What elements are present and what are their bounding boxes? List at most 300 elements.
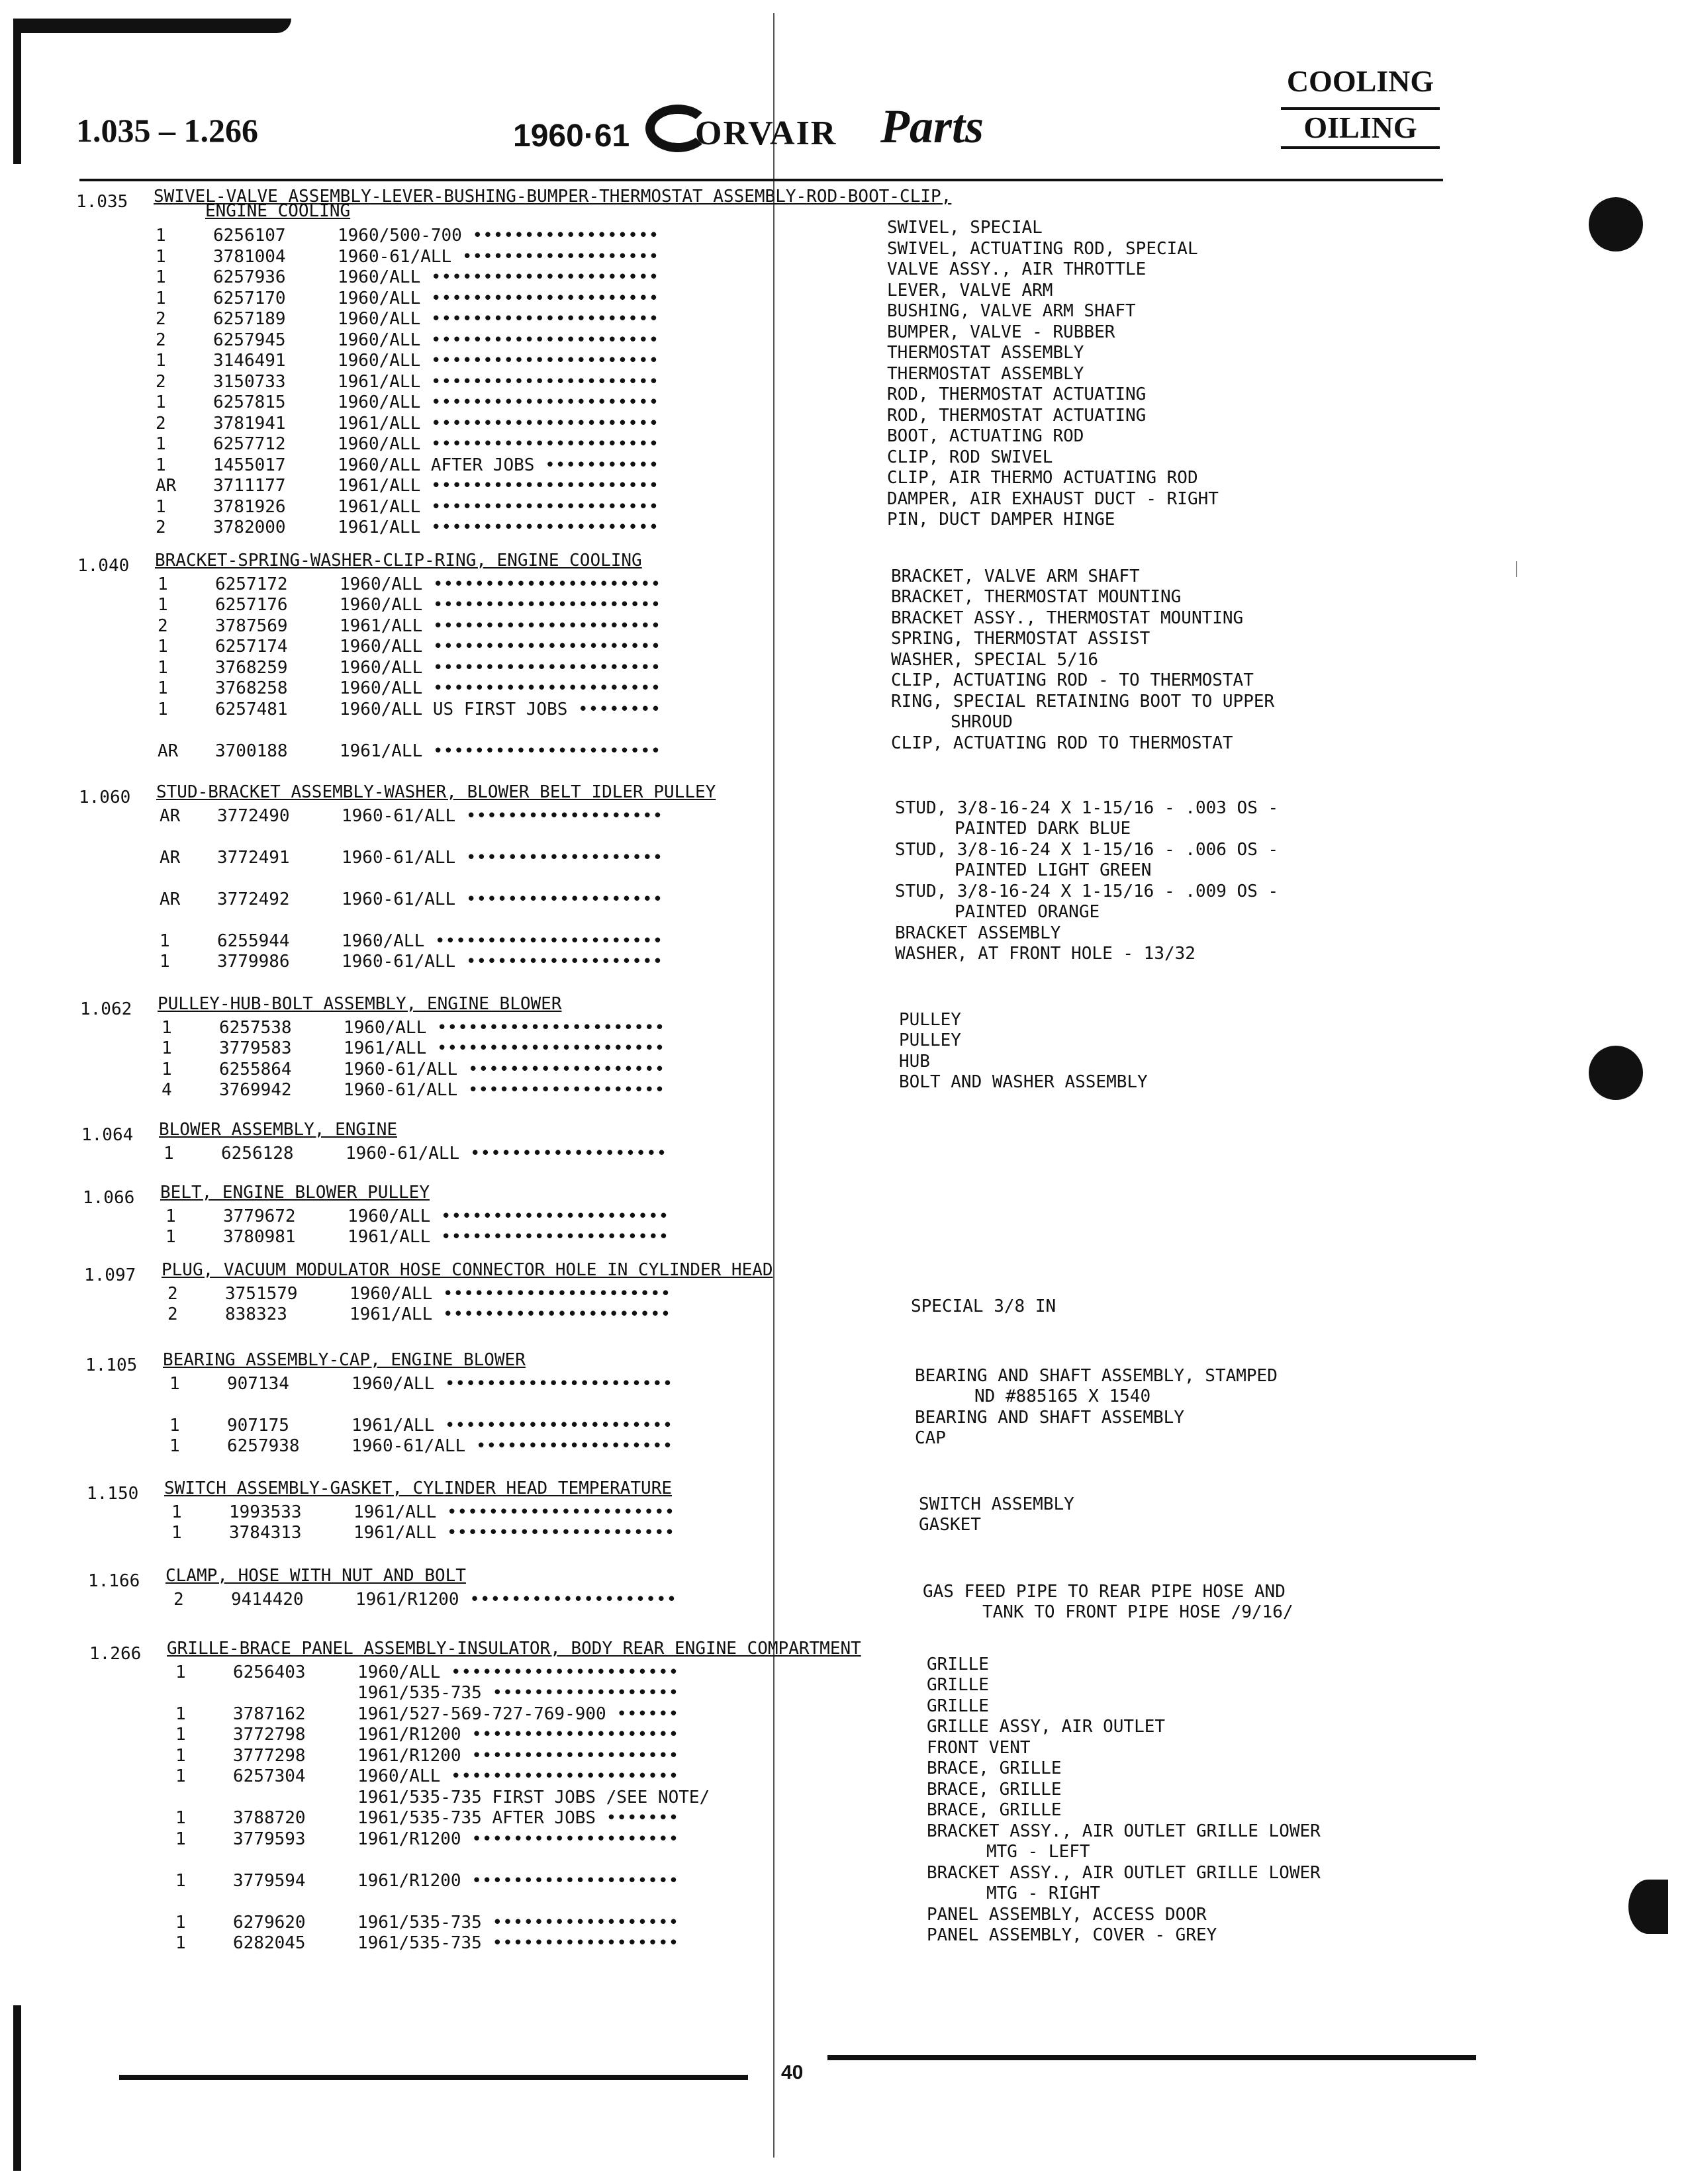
item-part-number: 1993533 [229, 1502, 302, 1522]
leader-dots: •••••••••••••••••••• [461, 1829, 679, 1849]
item-application: 1960/ALL •••••••••••••••••••••• [357, 1662, 679, 1682]
section-title-text: BLOWER ASSEMBLY, ENGINE [159, 1120, 398, 1140]
item-description: GRILLE ASSY, AIR OUTLET [927, 1717, 1166, 1737]
item-application: 1960-61/ALL ••••••••••••••••••• [342, 847, 663, 868]
item-application: 1961/ALL •••••••••••••••••••••• [352, 1415, 673, 1435]
item-application: 1961/ALL •••••••••••••••••••••• [348, 1227, 669, 1247]
item-part-number: 3751579 [225, 1283, 298, 1304]
item-description: BRACKET ASSY., AIR OUTLET GRILLE LOWER [927, 1862, 1321, 1883]
leader-dots: •••••••••••••••••••• [461, 1870, 679, 1891]
item-part-number: 6257172 [215, 574, 288, 594]
page-number: 40 [781, 2062, 804, 2083]
item-qty: 1 [158, 699, 168, 719]
item-description: BRACKET ASSY., AIR OUTLET GRILLE LOWER [927, 1821, 1321, 1841]
item-part-number: 6257945 [213, 330, 286, 350]
section-title [158, 994, 561, 1014]
item-description: SWIVEL, ACTUATING ROD, SPECIAL [887, 238, 1198, 259]
section-title-text: PULLEY-HUB-BOLT ASSEMBLY, ENGINE BLOWER [158, 994, 562, 1014]
leader-dots: •••••••••••••••••••••• [422, 657, 661, 678]
item-application: 1960/500-700 •••••••••••••••••• [338, 226, 659, 246]
item-part-number: 3772491 [217, 847, 290, 868]
item-qty: 2 [158, 615, 168, 636]
item-qty: 1 [175, 1870, 186, 1891]
leader-dots: •••••••••••••••••••••• [422, 637, 661, 657]
item-description: PULLEY [899, 1009, 961, 1030]
item-qty: 1 [171, 1502, 182, 1522]
item-qty: 1 [175, 1808, 186, 1828]
item-application: 1960/ALL •••••••••••••••••••••• [338, 288, 659, 308]
section-title-text: CLAMP, HOSE WITH NUT AND BOLT [165, 1566, 466, 1586]
item-qty: 2 [173, 1589, 184, 1610]
item-description: BRACKET ASSY., THERMOSTAT MOUNTING [891, 608, 1244, 628]
item-application: 1960/ALL •••••••••••••••••••••• [340, 678, 661, 698]
section-title [167, 1639, 861, 1659]
item-qty: 1 [165, 1227, 176, 1247]
item-application: 1961/535-735 FIRST JOBS /SEE NOTE/ [357, 1787, 710, 1807]
section-title [163, 1350, 526, 1370]
item-description: SPRING, THERMOSTAT ASSIST [891, 629, 1150, 649]
item-qty: 1 [175, 1912, 186, 1933]
leader-dots: •••••••••••••••••••••• [426, 1017, 665, 1038]
item-description: BRACE, GRILLE [927, 1758, 1062, 1778]
item-application: 1961/ALL •••••••••••••••••••••• [338, 496, 659, 517]
section-number: 1.266 [89, 1644, 142, 1664]
header-rule [79, 179, 1443, 181]
item-description: WASHER, AT FRONT HOLE - 13/32 [895, 944, 1196, 964]
item-qty: AR [160, 847, 181, 868]
item-description: STUD, 3/8-16-24 X 1-15/16 - .009 OS - [895, 881, 1279, 901]
item-description-cont: MTG - LEFT [986, 1842, 1090, 1862]
item-description: BUMPER, VALVE - RUBBER [887, 322, 1115, 342]
item-application: 1961/ALL •••••••••••••••••••••• [353, 1523, 675, 1543]
binder-hole [1589, 1046, 1643, 1100]
section-title-text: STUD-BRACKET ASSEMBLY-WASHER, BLOWER BELT IDLER PULLEY [156, 782, 716, 802]
section-number: 1.105 [85, 1355, 138, 1375]
item-application: 1961/R1200 •••••••••••••••••••• [357, 1870, 679, 1891]
item-part-number: 838323 [225, 1304, 287, 1324]
item-description: LEVER, VALVE ARM [887, 280, 1053, 300]
section-number: 1.040 [77, 556, 130, 576]
item-description-cont: TANK TO FRONT PIPE HOSE /9/16/ [982, 1602, 1293, 1622]
item-application: 1960/ALL •••••••••••••••••••••• [338, 330, 659, 350]
item-description: BRACKET, THERMOSTAT MOUNTING [891, 587, 1182, 607]
item-qty: AR [160, 805, 181, 826]
item-qty: 1 [175, 1662, 186, 1682]
item-description: CLIP, AIR THERMO ACTUATING ROD [887, 468, 1198, 488]
section-number: 1.062 [80, 999, 132, 1019]
item-part-number: 3772798 [233, 1725, 306, 1745]
item-part-number: 6257189 [213, 309, 286, 329]
item-qty: 1 [156, 351, 166, 371]
item-part-number: 6257538 [219, 1017, 292, 1038]
item-qty: 1 [175, 1704, 186, 1724]
item-description: CLIP, ACTUATING ROD - TO THERMOSTAT [891, 670, 1254, 690]
item-part-number: 6257170 [213, 288, 286, 308]
item-part-number: 6257936 [213, 267, 286, 287]
leader-dots: ••••••••••••••••••• [457, 1080, 665, 1100]
item-application: 1960/ALL •••••••••••••••••••••• [342, 931, 663, 951]
item-part-number: 3788720 [233, 1808, 306, 1828]
item-application: 1961/535-735 •••••••••••••••••• [357, 1912, 679, 1933]
leader-dots: •••••••••••••••••••••• [422, 741, 661, 761]
item-description: CLIP, ACTUATING ROD TO THERMOSTAT [891, 733, 1233, 753]
item-qty: 1 [158, 574, 168, 594]
item-qty: AR [160, 889, 181, 909]
item-qty: 1 [162, 1059, 172, 1079]
section-number: 1.150 [87, 1484, 139, 1504]
item-part-number: 6257174 [215, 637, 288, 657]
item-qty: 2 [156, 309, 166, 329]
item-description: GASKET [919, 1515, 981, 1535]
item-application: 1961/ALL •••••••••••••••••••••• [338, 476, 659, 496]
section-title [160, 1183, 430, 1203]
item-application: 1960/ALL •••••••••••••••••••••• [352, 1373, 673, 1394]
item-application: 1961/ALL •••••••••••••••••••••• [338, 518, 659, 537]
leader-dots: ••••••••••••••••••• [455, 952, 663, 972]
item-description: GAS FEED PIPE TO REAR PIPE HOSE AND [923, 1581, 1286, 1602]
leader-dots: •••••••••••••••••••••• [422, 595, 661, 615]
item-part-number: 3150733 [213, 371, 286, 392]
item-application: 1960/ALL •••••••••••••••••••••• [340, 595, 661, 615]
item-description: BEARING AND SHAFT ASSEMBLY, STAMPED [915, 1365, 1278, 1386]
leader-dots: ••••••••••••••••••• [455, 805, 663, 826]
footer-rule-left [119, 2075, 748, 2080]
item-application: 1960/ALL •••••••••••••••••••••• [344, 1017, 665, 1038]
item-qty: 1 [156, 288, 166, 308]
item-qty: 2 [167, 1283, 178, 1304]
item-part-number: 3779986 [217, 952, 290, 972]
leader-dots: •••••••••••••••••••••• [420, 518, 659, 537]
item-description: ROD, THERMOSTAT ACTUATING [887, 385, 1147, 404]
item-description: RING, SPECIAL RETAINING BOOT TO UPPER [891, 691, 1275, 711]
item-qty: 1 [160, 952, 170, 972]
section-number: 1.064 [81, 1125, 134, 1145]
item-part-number: 3779583 [219, 1038, 292, 1058]
section-number: 1.066 [83, 1188, 135, 1208]
item-description: ROD, THERMOSTAT ACTUATING [887, 405, 1147, 426]
item-qty: 1 [158, 595, 168, 615]
leader-dots: •••••••••••••••••••••• [420, 330, 659, 350]
leader-dots: •••••••••••••••••••• [459, 1589, 677, 1610]
item-application: 1960-61/ALL ••••••••••••••••••• [338, 246, 659, 267]
item-qty: 2 [167, 1304, 178, 1324]
item-part-number: 3769942 [219, 1080, 292, 1100]
item-application: 1960-61/ALL ••••••••••••••••••• [342, 952, 663, 972]
item-qty: 1 [175, 1725, 186, 1745]
section-title [164, 1479, 672, 1498]
leader-dots: •••••••••••••••••••••• [420, 351, 659, 371]
leader-dots: •••••••••••••••••••••• [430, 1206, 669, 1226]
item-part-number: 3768258 [215, 678, 288, 698]
item-part-number: 3777298 [233, 1745, 306, 1766]
item-qty: 1 [169, 1415, 180, 1435]
item-application: 1961/527-569-727-769-900 •••••• [357, 1704, 679, 1724]
item-description: CAP [915, 1428, 946, 1448]
item-description: STUD, 3/8-16-24 X 1-15/16 - .006 OS - [895, 839, 1279, 860]
item-qty: 1 [156, 455, 166, 475]
item-description: GRILLE [927, 1654, 989, 1674]
item-part-number: 3779593 [233, 1829, 306, 1849]
item-qty: 1 [169, 1436, 180, 1456]
item-qty: 1 [175, 1766, 186, 1786]
item-application: 1960-61/ALL ••••••••••••••••••• [342, 889, 663, 909]
section-title-text: BRACKET-SPRING-WASHER-CLIP-RING, ENGINE COOLING [155, 551, 642, 570]
item-application: 1961/ALL •••••••••••••••••••••• [340, 615, 661, 636]
item-qty: 1 [156, 246, 166, 267]
item-application: 1960/ALL •••••••••••••••••••••• [338, 267, 659, 287]
leader-dots: •••••••••••••••••••••• [422, 615, 661, 636]
item-application: 1960/ALL US FIRST JOBS •••••••• [340, 699, 661, 719]
item-part-number: 3787162 [233, 1704, 306, 1724]
leader-dots: •••••••••••••••••• [481, 1933, 679, 1953]
item-part-number: 3784313 [229, 1523, 302, 1543]
leader-dots: ••••••••••••••••••• [455, 889, 663, 909]
leader-dots: •••••••••••••••••••••• [420, 434, 659, 454]
item-part-number: 3779672 [223, 1206, 296, 1226]
leader-dots: •••••••••••••••••••••• [420, 476, 659, 496]
item-part-number: 6256128 [221, 1143, 294, 1163]
item-application: 1961/ALL •••••••••••••••••••••• [350, 1304, 671, 1324]
section-title-text: BELT, ENGINE BLOWER PULLEY [160, 1183, 430, 1203]
category-cooling: COOLING [1286, 64, 1434, 98]
item-description: BRACKET ASSEMBLY [895, 923, 1061, 943]
item-description: BOLT AND WASHER ASSEMBLY [899, 1072, 1148, 1092]
item-application: 1961/R1200 •••••••••••••••••••• [355, 1589, 677, 1610]
item-application: 1960/ALL AFTER JOBS ••••••••••• [338, 455, 659, 475]
item-qty: 1 [169, 1373, 180, 1394]
item-application: 1960-61/ALL ••••••••••••••••••• [344, 1059, 665, 1079]
leader-dots: ••••••••••••••••••• [455, 847, 663, 868]
item-description: DAMPER, AIR EXHAUST DUCT - RIGHT [887, 488, 1219, 509]
item-description: SPECIAL 3/8 IN [911, 1297, 1056, 1316]
item-description-cont: PAINTED ORANGE [955, 902, 1100, 922]
item-application: 1960/ALL •••••••••••••••••••••• [338, 392, 659, 412]
scan-fold-line [773, 13, 774, 2158]
section-title [159, 1120, 397, 1140]
item-application: 1961/ALL •••••••••••••••••••••• [338, 371, 659, 392]
item-description: BRACE, GRILLE [927, 1779, 1062, 1799]
item-application: 1960-61/ALL ••••••••••••••••••• [346, 1143, 667, 1163]
item-description: HUB [899, 1051, 930, 1071]
leader-dots: •••••• [606, 1704, 679, 1724]
item-application: 1960-61/ALL ••••••••••••••••••• [352, 1436, 673, 1456]
item-part-number: 6279620 [233, 1912, 306, 1933]
item-qty: 1 [156, 392, 166, 412]
leader-dots: •••••••••••••••••••••• [436, 1523, 675, 1543]
item-application: 1961/ALL •••••••••••••••••••••• [353, 1502, 675, 1522]
item-part-number: 3768259 [215, 657, 288, 678]
leader-dots: •••••••••••••••••••• [461, 1725, 679, 1745]
item-description: THERMOSTAT ASSEMBLY [887, 343, 1084, 363]
item-qty: 2 [156, 371, 166, 392]
item-description: BRACKET, VALVE ARM SHAFT [891, 566, 1140, 586]
leader-dots: •••••••••••••••••••••• [422, 574, 661, 594]
leader-dots: •••••••••••••••••••••• [420, 496, 659, 517]
leader-dots: •••••••••••••••••••••• [420, 371, 659, 392]
item-application: 1960/ALL •••••••••••••••••••••• [340, 657, 661, 678]
section-range: 1.035 – 1.266 [76, 112, 258, 149]
item-part-number: 3146491 [213, 351, 286, 371]
item-application: 1960-61/ALL ••••••••••••••••••• [342, 805, 663, 826]
item-part-number: 3781004 [213, 246, 286, 267]
item-description: PIN, DUCT DAMPER HINGE [887, 510, 1115, 529]
item-qty: 1 [162, 1017, 172, 1038]
item-qty: 1 [160, 931, 170, 951]
item-part-number: 3779594 [233, 1870, 306, 1891]
item-description: PULLEY [899, 1030, 961, 1050]
item-part-number: 6257712 [213, 434, 286, 454]
item-part-number: 9414420 [231, 1589, 304, 1610]
leader-dots: ••••••••••••••••••• [465, 1436, 673, 1456]
item-qty: AR [158, 741, 179, 761]
item-description: BEARING AND SHAFT ASSEMBLY [915, 1407, 1184, 1428]
item-application: 1961/535-735 AFTER JOBS ••••••• [357, 1808, 679, 1828]
section-title-cont [205, 201, 350, 221]
item-qty: 1 [165, 1206, 176, 1226]
item-part-number: 3782000 [213, 518, 286, 537]
item-description-cont: MTG - RIGHT [986, 1884, 1101, 1903]
item-part-number: 907134 [227, 1373, 289, 1394]
leader-dots: •••••••••••••••••••••• [436, 1502, 675, 1522]
item-description: WASHER, SPECIAL 5/16 [891, 649, 1099, 670]
item-description: CLIP, ROD SWIVEL [887, 447, 1053, 467]
item-part-number: 3780981 [223, 1227, 296, 1247]
leader-dots: •••••••••••••••••••••• [440, 1766, 679, 1786]
item-part-number: 6255864 [219, 1059, 292, 1079]
item-part-number: 6257481 [215, 699, 288, 719]
item-description-cont: SHROUD [951, 712, 1013, 732]
item-qty: 1 [156, 226, 166, 246]
item-part-number: 6257176 [215, 595, 288, 615]
item-application: 1960/ALL •••••••••••••••••••••• [338, 309, 659, 329]
item-part-number: 3711177 [213, 476, 286, 496]
item-application: 1960/ALL •••••••••••••••••••••• [340, 574, 661, 594]
leader-dots: •••••••••••••••••• [481, 1912, 679, 1933]
item-description: GRILLE [927, 1696, 989, 1716]
item-qty: 1 [162, 1038, 172, 1058]
item-part-number: 907175 [227, 1415, 289, 1435]
binder-hole [1589, 197, 1643, 251]
item-application: 1961/ALL •••••••••••••••••••••• [340, 741, 661, 761]
category-oiling: OILING [1281, 107, 1440, 149]
leader-dots: •••••••••••••••••••••• [422, 678, 661, 698]
leader-dots: ••••••••••••••••••• [451, 246, 659, 267]
section-title [156, 782, 716, 802]
item-part-number: 3772492 [217, 889, 290, 909]
page-edge-mark-bottom [13, 2005, 21, 2171]
item-part-number: 3787569 [215, 615, 288, 636]
section-title-text: BEARING ASSEMBLY-CAP, ENGINE BLOWER [163, 1350, 526, 1370]
section-number: 1.166 [88, 1571, 140, 1591]
leader-dots: ••••••••••• [534, 455, 659, 475]
item-qty: 1 [158, 657, 168, 678]
item-description: FRONT VENT [927, 1737, 1031, 1758]
item-description-cont: PAINTED LIGHT GREEN [955, 860, 1152, 880]
leader-dots: •••••••••••••••••••••• [432, 1304, 671, 1324]
brand-script: Parts [880, 100, 984, 153]
item-part-number: 6255944 [217, 931, 290, 951]
item-qty: 1 [175, 1745, 186, 1766]
section-title-text: GRILLE-BRACE PANEL ASSEMBLY-INSULATOR, BODY REAR ENGINE COMPARTMENT [167, 1639, 861, 1659]
leader-dots: ••••••••••••••••••• [457, 1059, 665, 1079]
section-title-text: SWIVEL-VALVE ASSEMBLY-LEVER-BUSHING-BUMPER-THERMOSTAT ASSEMBLY-ROD-BOOT-CLIP, [154, 187, 952, 206]
item-description: SWITCH ASSEMBLY [919, 1494, 1074, 1514]
leader-dots: •••••••• [567, 699, 661, 719]
item-application: 1960-61/ALL ••••••••••••••••••• [344, 1080, 665, 1100]
item-description: SWIVEL, SPECIAL [887, 218, 1043, 238]
item-description: PANEL ASSEMBLY, ACCESS DOOR [927, 1904, 1207, 1925]
item-qty: AR [156, 476, 177, 496]
item-application: 1960/ALL •••••••••••••••••••••• [348, 1206, 669, 1226]
item-part-number: 6257815 [213, 392, 286, 412]
item-qty: 1 [171, 1523, 182, 1543]
item-application: 1960/ALL •••••••••••••••••••••• [357, 1766, 679, 1786]
item-application: 1961/R1200 •••••••••••••••••••• [357, 1725, 679, 1745]
leader-dots: •••••••••••••••••••••• [434, 1373, 673, 1394]
item-application: 1961/ALL •••••••••••••••••••••• [338, 413, 659, 433]
section-number: 1.060 [79, 788, 131, 807]
section-title [155, 551, 642, 570]
item-part-number: 6282045 [233, 1933, 306, 1953]
leader-dots: •••••••••••••••••••••• [440, 1662, 679, 1682]
item-application: 1961/535-735 •••••••••••••••••• [357, 1683, 679, 1703]
item-application: 1961/ALL •••••••••••••••••••••• [344, 1038, 665, 1058]
item-qty: 1 [156, 496, 166, 517]
leader-dots: •••••••••••••••••••••• [430, 1227, 669, 1247]
item-application: 1961/R1200 •••••••••••••••••••• [357, 1745, 679, 1766]
page-corner-mark [13, 19, 291, 33]
section-title [162, 1260, 773, 1280]
brand-name: ORVAIR [695, 114, 837, 152]
item-qty: 4 [162, 1080, 172, 1100]
item-qty: 1 [164, 1143, 174, 1163]
binder-hole [1628, 1880, 1668, 1934]
item-qty: 1 [158, 678, 168, 698]
item-application: 1960/ALL •••••••••••••••••••••• [338, 351, 659, 371]
item-description: VALVE ASSY., AIR THROTTLE [887, 259, 1147, 279]
item-description: STUD, 3/8-16-24 X 1-15/16 - .003 OS - [895, 797, 1279, 818]
item-part-number: 6257304 [233, 1766, 306, 1786]
item-qty: 2 [156, 518, 166, 537]
leader-dots: ••••••• [596, 1808, 679, 1828]
item-description: THERMOSTAT ASSEMBLY [887, 363, 1084, 384]
leader-dots: •••••••••••••••••••••• [420, 413, 659, 433]
leader-dots: •••••••••••••••••••••• [432, 1283, 671, 1304]
item-application: 1961/R1200 •••••••••••••••••••• [357, 1829, 679, 1849]
item-application: 1960/ALL •••••••••••••••••••••• [350, 1283, 671, 1304]
item-description: BRACE, GRILLE [927, 1800, 1062, 1820]
leader-dots: •••••••••••••••••• [461, 226, 659, 246]
item-part-number: 6256403 [233, 1662, 306, 1682]
item-description: PANEL ASSEMBLY, COVER - GREY [927, 1925, 1217, 1945]
leader-dots: •••••••••••••••••••••• [424, 931, 663, 951]
section-number: 1.035 [76, 192, 128, 212]
item-description: GRILLE [927, 1675, 989, 1695]
leader-dots: •••••••••••••••••••••• [420, 309, 659, 329]
item-part-number: 3772490 [217, 805, 290, 826]
item-qty: 1 [175, 1829, 186, 1849]
leader-dots: •••••••••••••••••••••• [420, 288, 659, 308]
item-description-cont: PAINTED DARK BLUE [955, 819, 1131, 839]
leader-dots: •••••••••••••••••••••• [434, 1415, 673, 1435]
section-title-text: PLUG, VACUUM MODULATOR HOSE CONNECTOR HOLE IN CYLINDER HEAD [162, 1260, 773, 1280]
leader-dots: •••••••••••••••••••••• [420, 392, 659, 412]
item-qty: 1 [175, 1933, 186, 1953]
leader-dots: •••••••••••••••••••••• [426, 1038, 665, 1058]
item-qty: 2 [156, 413, 166, 433]
item-application: 1961/535-735 •••••••••••••••••• [357, 1933, 679, 1953]
item-part-number: 6257938 [227, 1436, 300, 1456]
